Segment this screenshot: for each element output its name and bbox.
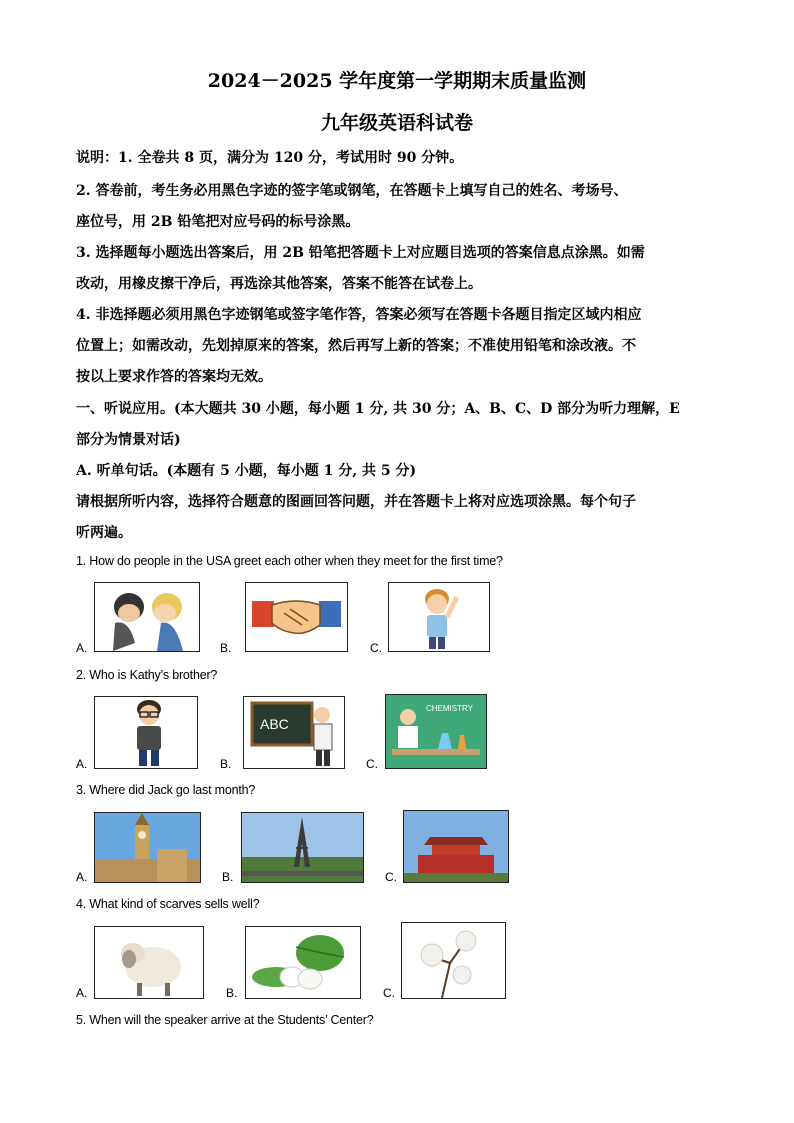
directions: 听两遍。	[76, 525, 132, 541]
question-2: 2. Who is Kathy’s brother?	[76, 668, 218, 682]
section-heading: 一、听说应用。(本大题共 30 小题，每小题 1 分, 共 30 分；A、B、C、D 部分为听力理解，E	[76, 401, 680, 417]
boy-with-glasses-icon	[94, 696, 198, 769]
option-label: B.	[220, 757, 232, 771]
question-4: 4. What kind of scarves sells well?	[76, 897, 260, 911]
handshake-icon	[245, 582, 348, 652]
instruction-line: 3. 选择题每小题选出答案后，用 2B 铅笔把答题卡上对应题目选项的答案信息点涂黑。如需	[76, 245, 645, 261]
instruction-line: 按以上要求作答的答案均无效。	[76, 369, 272, 385]
option-label: C.	[370, 641, 382, 655]
cotton-icon	[401, 922, 506, 999]
tiananmen-icon	[403, 810, 509, 883]
option-label: B.	[226, 986, 238, 1000]
option-label: C.	[385, 870, 397, 884]
exam-subtitle: 九年级英语科试卷	[320, 112, 473, 134]
silk-cocoon-icon	[245, 926, 361, 999]
chemistry-teacher-icon	[385, 694, 487, 769]
instruction-line: 位置上；如需改动，先划掉原来的答案，然后再写上新的答案；不准使用铅笔和涂改液。不	[76, 338, 636, 354]
question-5: 5. When will the speaker arrive at the Students’ Center?	[76, 1013, 374, 1027]
bowing-people-icon	[94, 582, 200, 652]
teacher-blackboard-icon	[243, 696, 345, 769]
directions: 请根据所听内容，选择符合题意的图画回答问题，并在答题卡上将对应选项涂黑。每个句子	[76, 494, 636, 510]
big-ben-icon	[94, 812, 201, 883]
part-a-heading: A. 听单句话。(本题有 5 小题，每小题 1 分, 共 5 分)	[76, 463, 417, 479]
instruction-line: 座位号，用 2B 铅笔把对应号码的标号涂黑。	[76, 214, 360, 230]
exam-title: 2024－2025 学年度第一学期期末质量监测	[207, 70, 587, 92]
eiffel-tower-icon	[241, 812, 364, 883]
chemistry-text: CHEMISTRY	[426, 704, 473, 713]
option-label: A.	[76, 986, 88, 1000]
blackboard-text: ABC	[260, 716, 289, 732]
section-heading: 部分为情景对话)	[76, 432, 181, 448]
question-3: 3. Where did Jack go last month?	[76, 783, 256, 797]
sheep-icon	[94, 926, 204, 999]
option-label: A.	[76, 757, 88, 771]
question-1: 1. How do people in the USA greet each other when they meet for the first time?	[76, 554, 503, 568]
instruction-line: 2. 答卷前，考生务必用黑色字迹的签字笔或钢笔，在答题卡上填写自己的姓名、考场号、	[76, 183, 628, 199]
option-label: B.	[220, 641, 232, 655]
option-label: B.	[222, 870, 234, 884]
option-label: C.	[366, 757, 378, 771]
option-label: A.	[76, 641, 88, 655]
instruction-line: 改动，用橡皮擦干净后，再选涂其他答案，答案不能答在试卷上。	[76, 276, 482, 292]
instruction-line: 4. 非选择题必须用黑色字迹钢笔或签字笔作答，答案必须写在答题卡各题目指定区域内相应	[76, 307, 642, 323]
instruction-line: 说明：1. 全卷共 8 页，满分为 120 分，考试用时 90 分钟。	[76, 150, 464, 166]
option-label: A.	[76, 870, 88, 884]
waving-boy-icon	[388, 582, 490, 652]
option-label: C.	[383, 986, 395, 1000]
